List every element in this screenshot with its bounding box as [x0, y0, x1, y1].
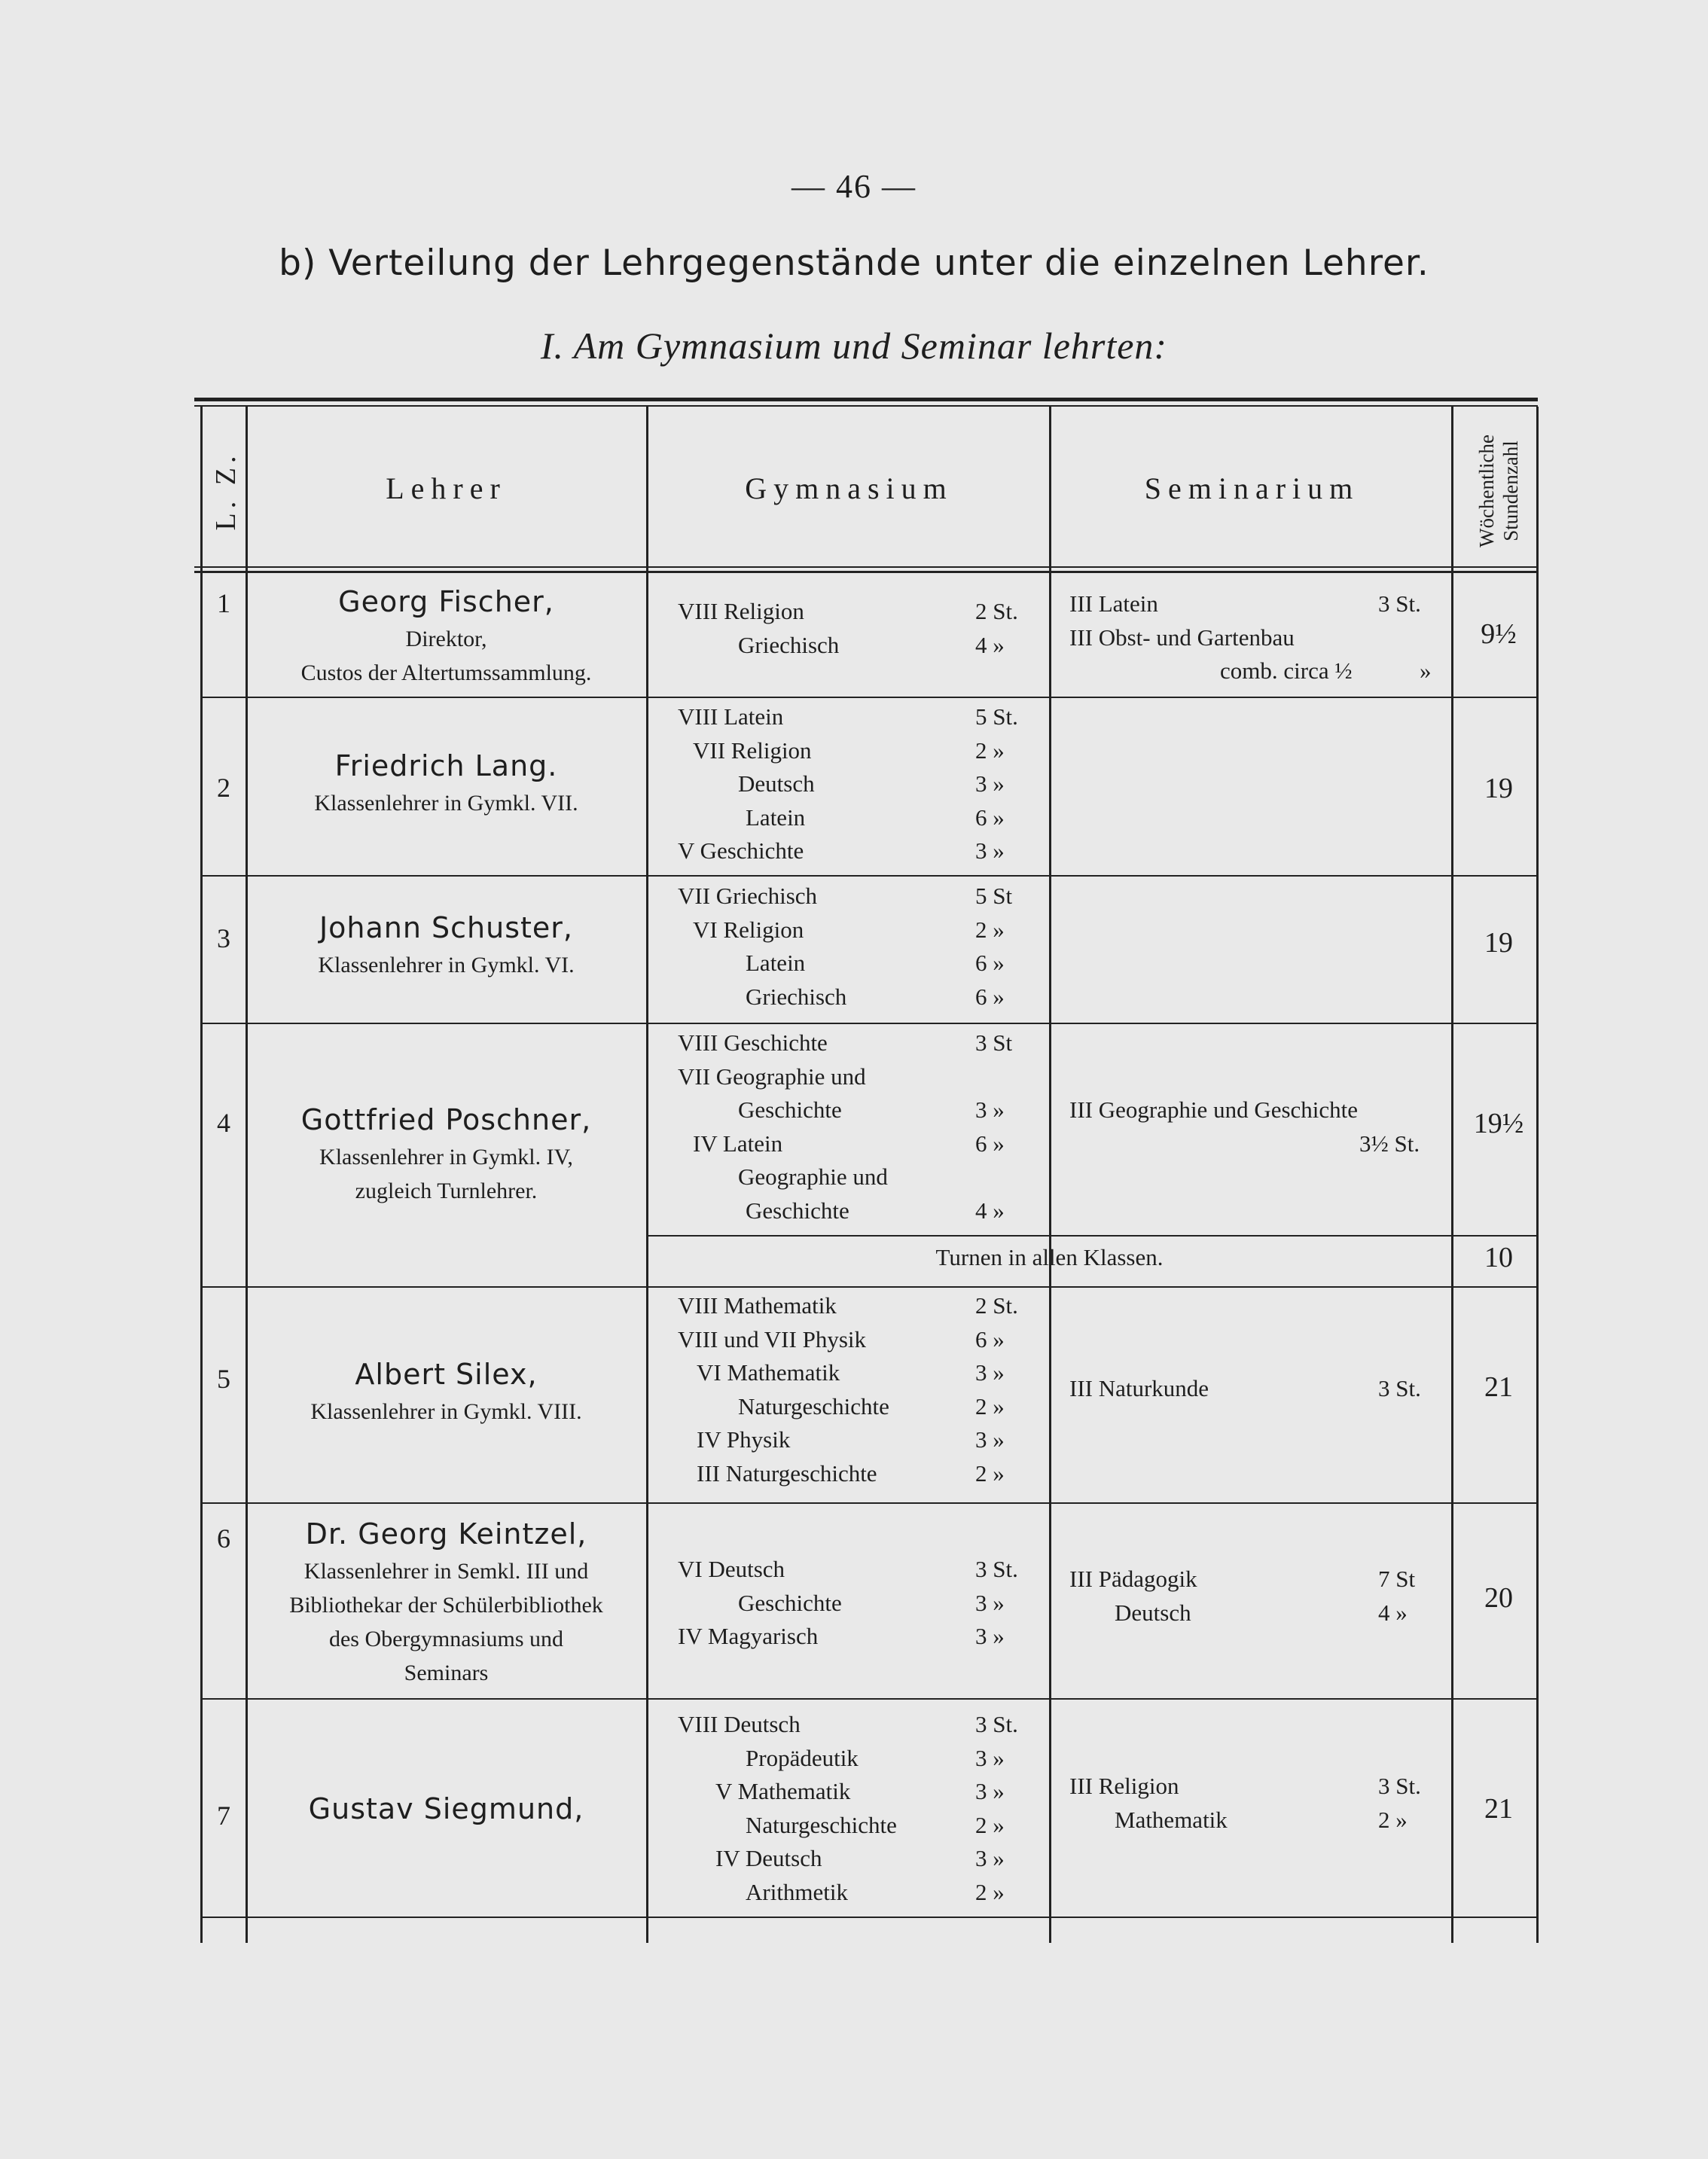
subject-line	[1051, 1596, 1453, 1630]
subject-line	[1051, 1563, 1453, 1596]
subject-hours: 6 »	[975, 950, 1005, 976]
subject-hours: 3 »	[975, 1623, 1005, 1649]
subject-name: VI Deutsch	[678, 1556, 785, 1582]
col-header-total-line1: Wöchentliche	[1475, 435, 1498, 547]
subject-line	[648, 801, 1051, 835]
teacher-name: Gustav Siegmund,	[308, 1792, 584, 1825]
teacher-name: Gottfried Poschner,	[300, 1103, 592, 1136]
subject-hours: 3 St.	[975, 1711, 1018, 1737]
subject-line	[1051, 1372, 1453, 1406]
subject-name: III Latein	[1069, 590, 1158, 617]
subject-line	[648, 1457, 1051, 1491]
teacher-name: Albert Silex,	[355, 1358, 538, 1391]
subject-name: VIII und VII Physik	[678, 1325, 866, 1352]
subject-line	[648, 1708, 1051, 1742]
subject-line	[648, 1620, 1051, 1654]
subject-hours: 2 »	[975, 736, 1005, 764]
col-header-total	[1475, 416, 1523, 566]
subject-hours: 2 »	[975, 1811, 1005, 1838]
subject-name: V Mathematik	[715, 1778, 851, 1804]
teacher-description: Klassenlehrer in Gymkl. IV,	[319, 1145, 573, 1169]
row-number: 7	[217, 1801, 230, 1831]
subject-name: VIII Religion	[678, 598, 804, 624]
subject-name: VIII Latein	[678, 703, 784, 730]
subject-name: Latein	[746, 804, 806, 831]
section-subheading: I. Am Gymnasium und Seminar lehrten:	[540, 325, 1168, 367]
gymnasium-subjects	[648, 700, 1051, 868]
col-header-seminarium: Seminarium	[1144, 471, 1360, 505]
subject-line	[1051, 1127, 1453, 1161]
subject-name: III Religion	[1069, 1773, 1179, 1799]
subject-name: III Obst- und Gartenbau	[1069, 624, 1295, 651]
teacher-cell	[249, 1354, 644, 1429]
teacher-cell	[249, 907, 644, 982]
teacher-cell	[249, 746, 644, 820]
subject-line	[648, 1060, 1051, 1094]
subject-name: VIII Mathematik	[678, 1292, 837, 1319]
subject-hours: 3 »	[975, 837, 1005, 864]
teacher-name: Johann Schuster,	[319, 911, 574, 944]
subject-hours: 3 »	[975, 1426, 1005, 1453]
subject-name: V Geschichte	[678, 837, 804, 864]
turnen-note: Turnen in allen Klassen.	[935, 1244, 1164, 1270]
subject-line	[648, 734, 1051, 768]
subject-name: Deutsch	[738, 770, 815, 797]
row-separator	[200, 697, 1536, 698]
subject-hours: 6 »	[975, 804, 1005, 831]
subject-name: Geschichte	[746, 1197, 849, 1224]
subject-hours: 2 »	[975, 1392, 1005, 1420]
seminarium-subjects	[1051, 1093, 1453, 1160]
table-top-rule	[194, 398, 1538, 401]
subject-line	[648, 1289, 1051, 1323]
subject-hours: 3 »	[975, 1359, 1005, 1386]
subject-line	[648, 1876, 1051, 1910]
subject-line	[648, 1842, 1051, 1876]
subject-hours: 2 »	[1378, 1806, 1408, 1833]
subject-hours: 3 St.	[1378, 590, 1421, 617]
seminarium-subjects	[1051, 1372, 1453, 1406]
subject-line	[648, 1093, 1051, 1127]
subject-line	[648, 595, 1051, 629]
teacher-cell	[249, 1514, 644, 1690]
table-bottom-rule	[200, 1917, 1536, 1918]
subject-name: VI Religion	[693, 916, 804, 943]
subject-line	[648, 880, 1051, 913]
row-separator	[200, 875, 1536, 877]
col-header-lz: L. Z.	[210, 451, 242, 531]
section-heading: b) Verteilung der Lehrgegenstände unter die einzelnen Lehrer.	[279, 242, 1429, 284]
teacher-name: Georg Fischer,	[338, 585, 554, 618]
teacher-cell	[249, 581, 644, 690]
subject-name: IV Physik	[697, 1426, 791, 1453]
subject-hours: 3 »	[975, 1845, 1005, 1871]
teacher-description: Seminars	[404, 1660, 489, 1685]
subject-line	[648, 1775, 1051, 1809]
teacher-name: Dr. Georg Keintzel,	[305, 1517, 587, 1551]
subject-name: VII Geographie und	[678, 1063, 866, 1090]
subject-name: III Naturkunde	[1069, 1375, 1209, 1401]
subject-hours: 3½ St.	[1359, 1130, 1420, 1157]
teacher-description: Klassenlehrer in Gymkl. VII.	[314, 791, 578, 816]
weekly-hours-total: 20	[1484, 1582, 1513, 1614]
seminarium-subjects	[1051, 1770, 1453, 1837]
weekly-hours-total: 9½	[1481, 618, 1517, 650]
subject-hours: 2 »	[975, 916, 1005, 943]
teacher-description: Klassenlehrer in Semkl. III und	[303, 1559, 589, 1584]
weekly-hours-total: 19	[1484, 773, 1513, 804]
gymnasium-subjects	[648, 1553, 1051, 1654]
subject-name: Latein	[746, 950, 806, 976]
subject-hours: 3 »	[975, 1589, 1005, 1616]
subject-name: Deutsch	[1115, 1599, 1191, 1626]
subject-hours: 3 »	[975, 1744, 1005, 1771]
row-number: 1	[217, 588, 230, 618]
subject-hours: 2 »	[975, 1878, 1005, 1905]
subject-name: Geographie und	[738, 1163, 888, 1190]
subject-line	[648, 1127, 1051, 1161]
turnen-hours-total: 10	[1484, 1242, 1513, 1273]
subject-line	[648, 1194, 1051, 1228]
subject-hours: 2 St.	[975, 1292, 1018, 1319]
row-separator	[200, 1286, 1536, 1288]
subject-hours: 7 St	[1378, 1566, 1416, 1592]
subject-hours: 4 »	[975, 1197, 1005, 1224]
subject-name: Geschichte	[738, 1096, 842, 1123]
subject-line	[1051, 621, 1453, 655]
row-separator	[200, 1698, 1536, 1700]
subject-name: VIII Geschichte	[678, 1029, 828, 1056]
subject-line	[648, 1323, 1051, 1357]
subject-name: Naturgeschichte	[738, 1392, 889, 1420]
subject-line	[648, 700, 1051, 734]
subject-hours: 5 St	[975, 883, 1013, 909]
subject-name: Naturgeschichte	[746, 1811, 897, 1838]
teacher-description: Klassenlehrer in Gymkl. VI.	[318, 953, 575, 977]
subject-line	[648, 1742, 1051, 1776]
subject-hours: 3 St.	[1378, 1375, 1421, 1401]
subject-hours: 3 »	[975, 770, 1005, 797]
weekly-hours-total: 19	[1484, 927, 1513, 959]
subject-line	[648, 767, 1051, 801]
subject-hours: 6 »	[975, 983, 1005, 1010]
subject-hours: 5 St.	[975, 703, 1018, 730]
page-number: — 46 —	[791, 168, 917, 205]
subject-name: III Naturgeschichte	[697, 1459, 877, 1487]
subject-name: Griechisch	[746, 983, 847, 1010]
gymnasium-subjects	[648, 1708, 1051, 1909]
subject-line	[648, 1809, 1051, 1843]
teacher-cell	[249, 1788, 644, 1829]
subject-line	[648, 629, 1051, 663]
col-line-lz	[246, 407, 248, 1943]
subject-line	[648, 834, 1051, 868]
col-header-lehrer: Lehrer	[386, 471, 507, 505]
seminarium-subjects	[1051, 587, 1453, 688]
weekly-hours-total: 21	[1484, 1793, 1513, 1825]
seminarium-subjects	[1051, 1563, 1453, 1630]
row-number: 6	[217, 1523, 230, 1554]
subject-name: Geschichte	[738, 1589, 842, 1616]
subject-hours: 2 »	[975, 1459, 1005, 1487]
row-number: 2	[217, 773, 230, 803]
teacher-description: des Obergymnasiums und	[328, 1627, 564, 1651]
subject-hours: 3 St	[975, 1029, 1013, 1056]
subject-name: VI Mathematik	[697, 1359, 840, 1386]
subject-line	[1051, 1093, 1453, 1127]
subject-name: III Pädagogik	[1069, 1566, 1197, 1592]
header-bottom-rule	[194, 566, 1538, 568]
row-separator	[200, 1502, 1536, 1504]
subject-line	[648, 1026, 1051, 1060]
row-separator	[200, 1023, 1536, 1024]
teacher-name: Friedrich Lang.	[334, 749, 558, 782]
subject-line	[648, 947, 1051, 980]
teacher-description: Direktor,	[405, 627, 487, 651]
subject-line	[648, 1423, 1051, 1457]
turnen-row-top	[646, 1235, 1536, 1237]
row-number: 4	[217, 1108, 230, 1138]
weekly-hours-total: 19½	[1473, 1108, 1524, 1139]
subject-name: VIII Deutsch	[678, 1711, 801, 1737]
subject-name: VII Religion	[693, 736, 812, 764]
subject-name: Mathematik	[1115, 1806, 1228, 1833]
subject-line	[1051, 587, 1453, 621]
subject-name: Arithmetik	[746, 1878, 849, 1905]
subject-name: IV Latein	[693, 1130, 783, 1157]
subject-name: Propädeutik	[746, 1744, 859, 1771]
subject-hours: 4 »	[975, 631, 1005, 658]
subject-name: comb. circa ½	[1220, 657, 1353, 684]
subject-line	[648, 913, 1051, 947]
subject-hours: 4 »	[1378, 1599, 1408, 1626]
subject-hours: 6 »	[975, 1325, 1005, 1352]
row-number: 5	[217, 1364, 230, 1394]
subject-name: IV Deutsch	[715, 1845, 822, 1871]
subject-name: III Geographie und Geschichte	[1069, 1096, 1359, 1123]
subject-line	[1051, 654, 1453, 688]
teacher-cell	[249, 1099, 644, 1208]
teacher-description: Klassenlehrer in Gymkl. VIII.	[310, 1399, 582, 1424]
subject-hours: »	[1420, 657, 1432, 684]
subject-name: Griechisch	[738, 631, 840, 658]
gymnasium-subjects	[648, 1026, 1051, 1227]
col-header-gymnasium: Gymnasium	[745, 471, 953, 505]
subject-hours: 6 »	[975, 1130, 1005, 1157]
subject-hours: 2 St.	[975, 598, 1018, 624]
gymnasium-subjects	[648, 880, 1051, 1014]
subject-line	[648, 980, 1051, 1014]
col-header-total-line2: Stundenzahl	[1499, 441, 1522, 541]
table-top-rule-2	[194, 405, 1538, 407]
weekly-hours-total: 21	[1484, 1371, 1513, 1403]
teacher-description: Bibliothekar der Schülerbibliothek	[289, 1593, 603, 1618]
gymnasium-subjects	[648, 1289, 1051, 1490]
subject-line	[1051, 1770, 1453, 1804]
gymnasium-subjects	[648, 595, 1051, 662]
teacher-description: Custos der Altertumssammlung.	[300, 660, 592, 685]
subject-line	[648, 1553, 1051, 1587]
subject-line	[648, 1356, 1051, 1390]
subject-line	[648, 1390, 1051, 1424]
subject-hours: 3 St.	[1378, 1773, 1421, 1799]
subject-name: VII Griechisch	[678, 883, 818, 909]
subject-line	[648, 1160, 1051, 1194]
teacher-description: zugleich Turnlehrer.	[355, 1179, 538, 1203]
row-number: 3	[217, 923, 230, 953]
subject-hours: 3 »	[975, 1778, 1005, 1804]
header-bottom-rule-2	[194, 571, 1538, 573]
subject-name: IV Magyarisch	[678, 1623, 819, 1649]
subject-hours: 3 St.	[975, 1556, 1018, 1582]
subject-line	[1051, 1804, 1453, 1837]
col-line-left	[200, 407, 203, 1943]
subject-line	[648, 1587, 1051, 1621]
subject-hours: 3 »	[975, 1096, 1005, 1123]
